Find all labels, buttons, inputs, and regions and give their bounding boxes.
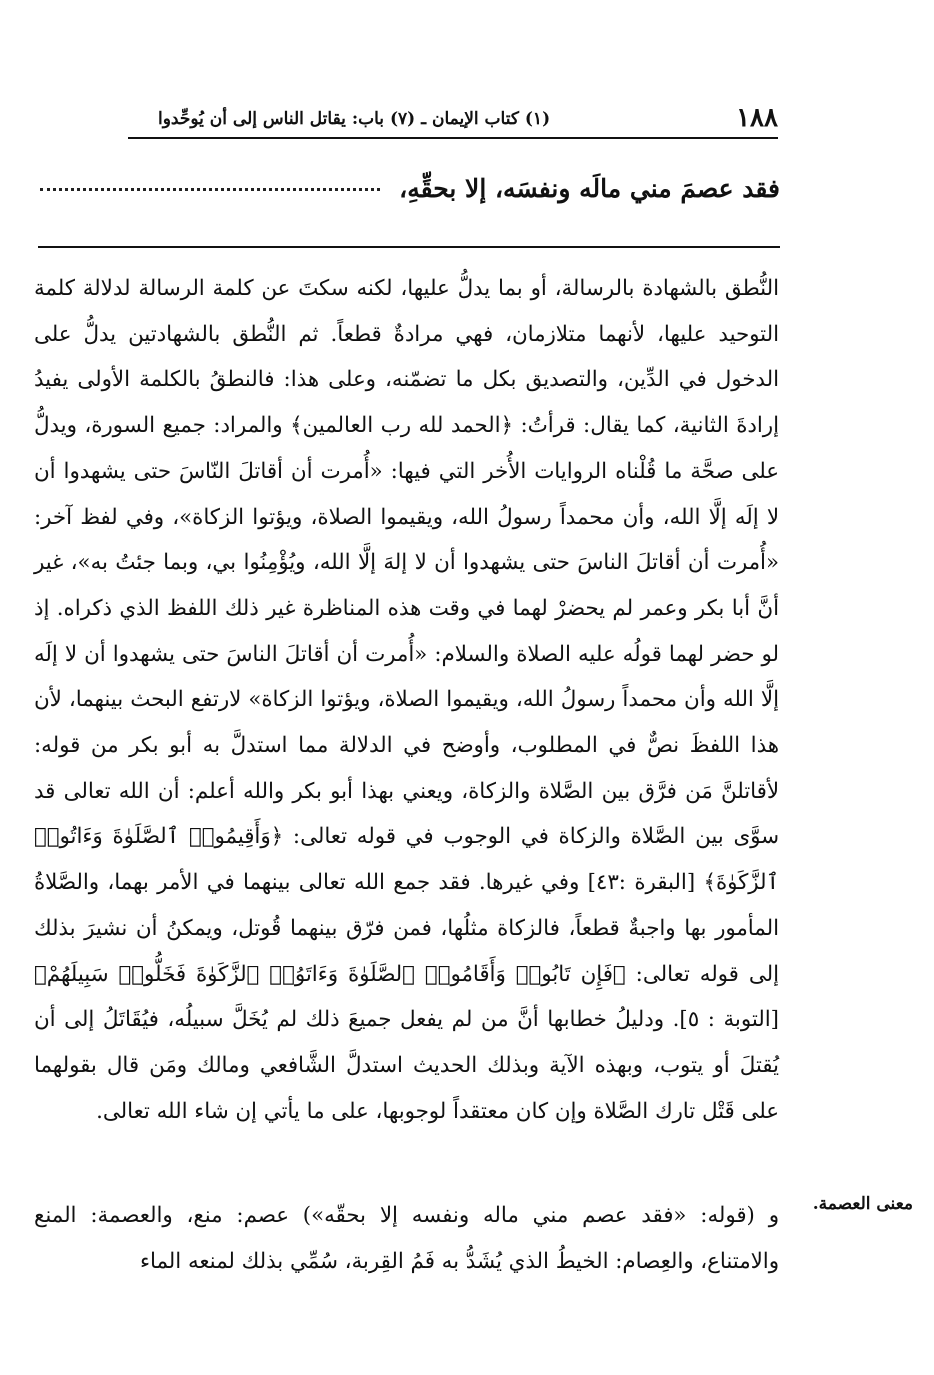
commentary-body xyxy=(34,266,779,1134)
note-paragraph: و (قوله: «فقد عصم مني ماله ونفسه إلا بحقّه») عصم: منع، والعصمة: المنع والامتناع، والعِصام: الخيطُ الذي يُشَدُّ به فَمُ القِربة، سُمِّي بذلك لمنعه الماء xyxy=(34,1203,779,1274)
separator-rule xyxy=(38,246,780,248)
commentary-note xyxy=(34,1193,779,1285)
running-title: (١) كتاب الإيمان ـ (٧) باب: يقاتل الناس إلى أن يُوحِّدوا xyxy=(158,109,551,129)
page-header xyxy=(128,103,778,139)
hadith-excerpt xyxy=(40,168,780,218)
hadith-text: فقد عصمَ مني مالَه ونفسَه، إلا بحقِّهِ، xyxy=(399,174,780,203)
page-number: ١٨٨ xyxy=(736,103,778,133)
marginal-heading: معنى العصمة. xyxy=(812,1194,913,1214)
commentary-paragraph: النُّطق بالشهادة بالرسالة، أو بما يدلُّ عليها، لكنه سكتَ عن كلمة الرسالة لدلالة كلمة التوحيد عليها، لأنهما متلازمان، فهي مرادةٌ قطعاً. ثم النُّطق بالشهادتين يدلُّ على الدخول في الدِّين، والتصديق بكل ما تضمّنه، وعلى هذا: فالنطقُ بالكلمة الأولى يفيدُ إرادةَ الثانية، كما يقال: قرأتُ: ﴿الحمد لله رب العالمين﴾ والمراد: جميع السورة، ويدلُّ على صحَّة ما قُلْناه الروايات الأُخر التي فيها: «أُمرت أن أقاتلَ النّاسَ حتى يشهدوا أن لا إلَه إلَّا الله، وأن محمداً رسولُ الله، ويقيموا الصلاة، ويؤتوا الزكاة»، وفي لفظ آخر: «أُمرت أن أقاتلَ الناسَ حتى يشهدوا أن لا إلهَ إلَّا الله، ويُؤْمِنُوا بي، وبما جئتُ به»، غير أنَّ أبا بكر وعمر لم يحضرْ لهما في وقت هذه المناظرة غير ذلك اللفظ الذي ذكراه. إذ لو حضر لهما قولُه عليه الصلاة والسلام: «أُمرت أن أقاتلَ الناسَ حتى يشهدوا أن لا إلَه إلَّا الله وأن محمداً رسولُ الله، ويقيموا الصلاة، ويؤتوا الزكاة» لارتفع البحث بينهما، لأن هذا اللفظَ نصٌّ في المطلوب، وأوضح في الدلالة مما استدلَّ به أبو بكر من قوله: لأقاتلنَّ مَن فرَّق بين الصَّلاة والزكاة، ويعني بهذا أبو بكر والله أعلم: أن الله تعالى قد سوَّى بين الصَّلاة والزكاة في الوجوب في قوله تعالى: ﴿وَأَقِيمُوا۟ ٱلصَّلَوٰةَ وَءَاتُوا۟ ٱلزَّكَوٰةَ﴾ [البقرة :٤٣] وفي غيرها. فقد جمع الله تعالى بينهما في الأمر بهما، والصَّلاةُ المأمور بها واجبةٌ قطعاً، فالزكاة مثلُها، فمن فرّق بينهما قُوتل، ويمكنُ أن نشيرَ بذلك إلى قوله تعالى: ﴿فَإِن تَابُوا۟ وَأَقَامُوا۟ ٱلصَّلَوٰةَ وَءَاتَوُا۟ ٱلزَّكَوٰةَ فَخَلُّوا۟ سَبِيلَهُمْ﴾ [التوبة : ٥]. ودليلُ خطابها أنَّ من لم يفعل جميعَ ذلك لم يُخَلَّ سبيلُه، فيُقَاتَلُ إلى أن يُقتلَ أو يتوب، وبهذه الآية وبذلك الحديث استدلَّ الشَّافعي ومالك ومَن قال بقولهما على قَتْل تارك الصَّلاة وإن كان معتقداً لوجوبها، على ما يأتي إن شاء الله تعالى. xyxy=(34,276,779,1124)
dotted-leader xyxy=(40,188,380,191)
